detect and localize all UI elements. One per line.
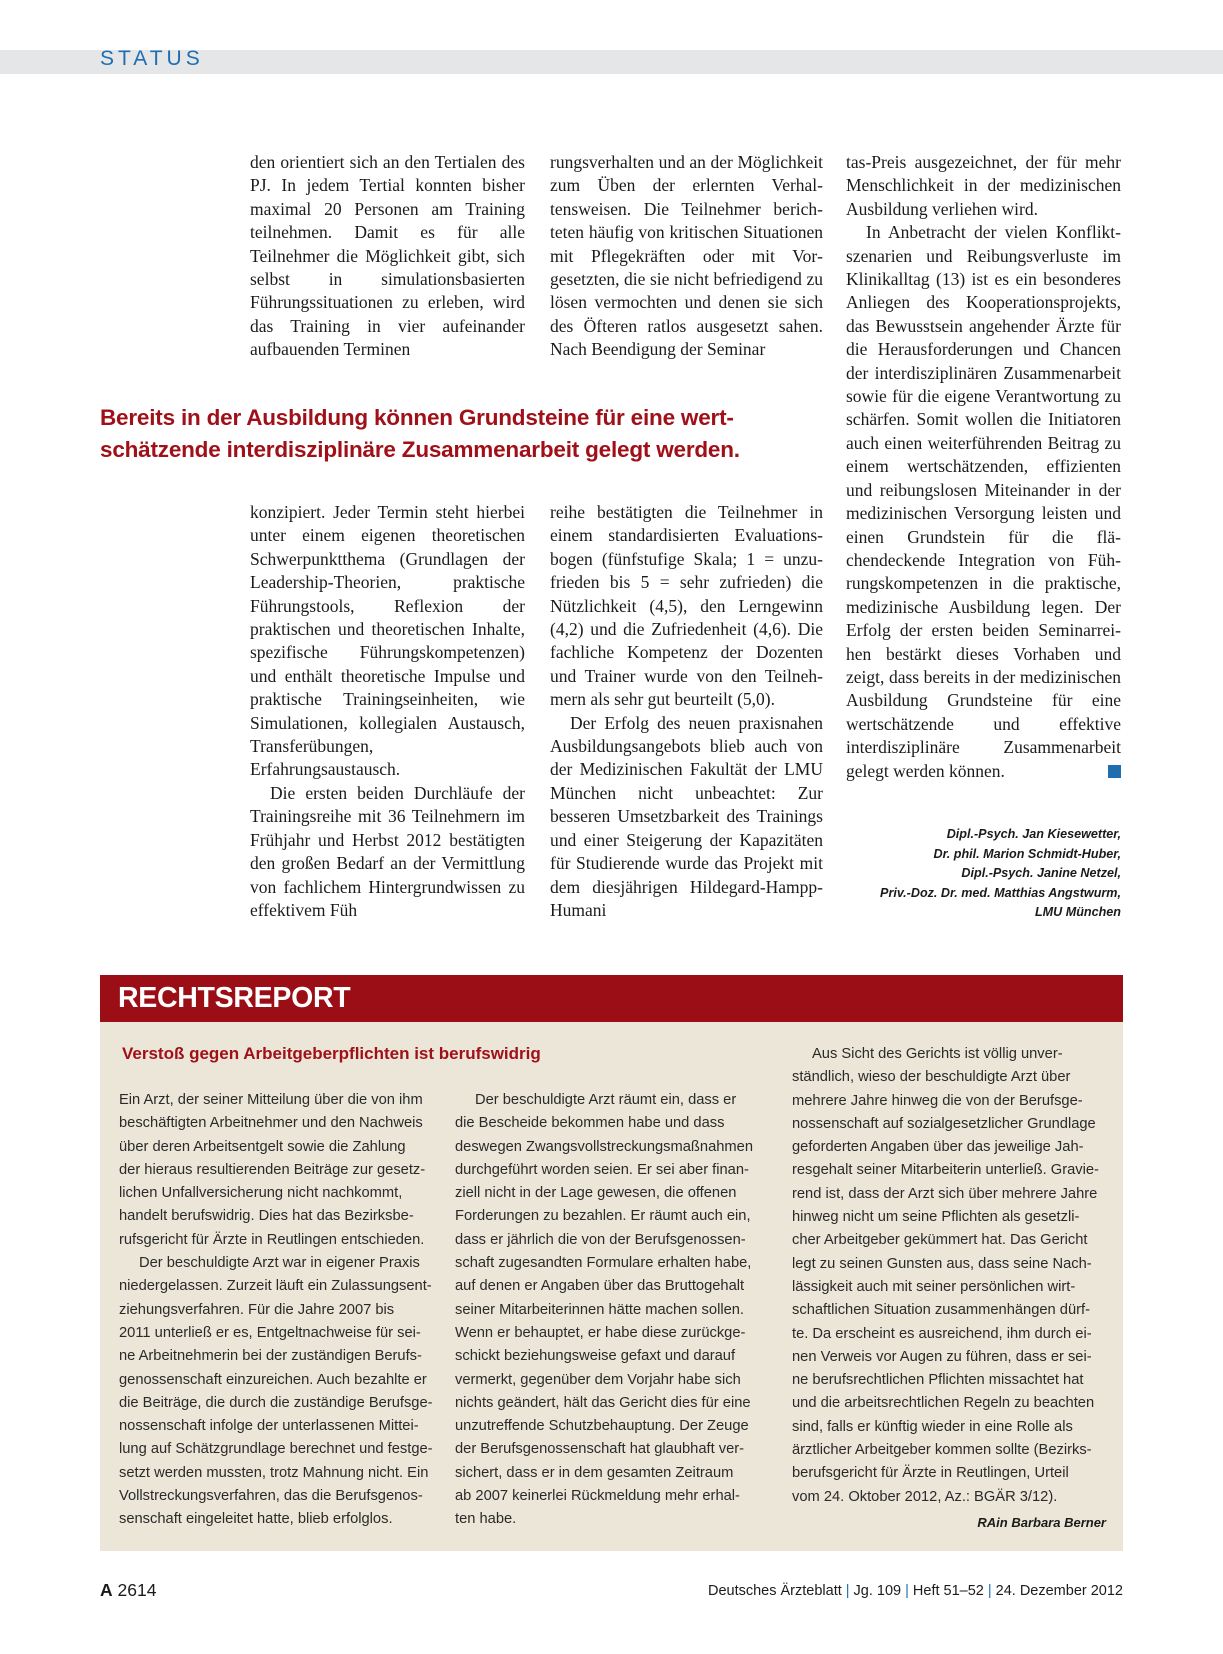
text-line: ziell nicht in der Lage gewesen, die offenen	[455, 1185, 737, 1202]
footer-citation	[708, 1583, 1123, 1599]
text-line: geforderten Angaben über das jeweilige Jah-	[792, 1139, 1084, 1156]
text-line: unzutreffende Schutzbehauptung. Der Zeuge	[455, 1418, 749, 1435]
author-line: Priv.-Doz. Dr. med. Matthias Angstwurm,	[880, 885, 1121, 900]
text-line: ne Arbeitnehmerin bei der zuständigen Berufs-	[119, 1348, 422, 1365]
journal-issue: Heft 51–52	[912, 1583, 984, 1599]
article-paragraph: rungsverhalten und an der Möglichkeit zum Üben der erlernten Verhaltensweisen. Die Teilnehmer berichteten häufig von kritischen Situationen mit Pflegekräften oder mit Vorgesetzten, die sie nicht befriedigend zu lösen vermochten und denen sie sich des Öfteren ratlos ausgesetzt sahen. Nach Beendigung der Seminar	[550, 152, 823, 360]
article-column-1-top	[250, 151, 525, 362]
article-column-1-bottom	[250, 501, 525, 922]
text-line: lung auf Schätzgrundlage berechnet und festge-	[119, 1441, 433, 1458]
text-line: seiner Mitarbeiterinnen hätte machen sollen.	[455, 1301, 745, 1318]
author-line: LMU München	[1034, 905, 1121, 919]
text-line: dass er jährlich die von der Berufsgenossen-	[455, 1231, 746, 1248]
article-paragraph: reihe bestätigten die Teilnehmer in einem standardisierten Evaluationsbogen (fünfstufige Skala; 1 = unzufrieden bis 5 = sehr zufrieden) die Nützlichkeit (4,5), den Lerngewinn (4,2) und die Zufriedenheit (4,6). Die fachliche Kompetenz der Dozenten und Trainer wurde von den Teilnehmern als sehr gut beurteilt (5,0).	[550, 502, 823, 710]
rechtsreport-column-2	[455, 1089, 775, 1532]
text-line: beschäftigten Arbeitnehmer und den Nachweis	[119, 1115, 423, 1132]
rechtsreport-column-3	[792, 1043, 1112, 1509]
text-line: handelt berufswidrig. Dies hat das Bezirksbe-	[119, 1208, 414, 1225]
text-line: hinweg nicht um seine Pflichten als gesetzli-	[792, 1209, 1080, 1226]
text-line: nichts geändert, hält das Gericht dies für eine	[455, 1394, 751, 1411]
text-line: lichen Unfallversicherung nicht nachkommt,	[119, 1185, 403, 1202]
text-line: resgehalt seiner Mitarbeiterin unterließ. Gravie-	[792, 1162, 1099, 1179]
pull-quote: Bereits in der Ausbildung können Grundsteine für eine wertschätzende interdisziplinäre Zusammenarbeit gelegt werden.	[100, 405, 740, 462]
text-line: ab 2007 keinerlei Rückmeldung mehr erhal-	[455, 1488, 740, 1505]
article-column-2-top	[550, 151, 823, 362]
text-line: vermerkt, gegenüber dem Vorjahr habe sich	[455, 1371, 741, 1388]
journal-date: 24. Dezember 2012	[995, 1583, 1123, 1599]
text-line: setzt werden mussten, trotz Mahnung nicht. Ein	[119, 1464, 429, 1481]
separator-icon: |	[845, 1583, 850, 1599]
section-label: STATUS	[100, 47, 204, 70]
text-line: Ein Arzt, der seiner Mitteilung über die von ihm	[119, 1092, 423, 1108]
author-line: Dipl.-Psych. Janine Netzel,	[961, 866, 1121, 880]
article-paragraph: den orientiert sich an den Tertialen des PJ. In jedem Tertial konnten bisher maximal 20 Personen am Training teilnehmen. Damit es für alle Teilnehmer die Möglichkeit gibt, sich selbst in simulationsbasierten Führungssituationen zu erleben, wird das Training in vier aufeinander aufbauenden Terminen	[250, 152, 525, 360]
text-line: legt zu seinen Gunsten aus, dass seine Nach-	[792, 1255, 1092, 1272]
page-prefix: A	[100, 1580, 113, 1600]
article-paragraph: Die ersten beiden Durchläufe der Trainingsreihe mit 36 Teilnehmern im Frühjahr und Herbst 2012 bestätigten den großen Bedarf an der Vermittlung von fachlichem Hintergrundwissen zu effektivem Füh	[250, 782, 525, 920]
text-line: Forderungen zu bezahlen. Er räumt auch ein,	[455, 1208, 751, 1225]
journal-volume: Jg. 109	[853, 1583, 902, 1599]
text-line: Der beschuldigte Arzt räumt ein, dass er	[475, 1092, 737, 1108]
separator-icon: |	[987, 1583, 992, 1599]
text-line: genossenschaft einzureichen. Auch bezahlte er	[119, 1371, 427, 1388]
text-line: ziehungsverfahren. Für die Jahre 2007 bis	[119, 1301, 395, 1318]
text-line: vom 24. Oktober 2012, Az.: BGÄR 3/12).	[792, 1488, 1058, 1505]
text-line: rend ist, dass der Arzt sich über mehrere Jahre	[792, 1185, 1098, 1202]
text-line: lässigkeit auch mit seiner persönlichen wirt-	[792, 1278, 1076, 1295]
article-paragraph: In Anbetracht der vielen Konfliktszenarien und Reibungsverluste im Klinikalltag (13) ist es ein besonderes Anliegen des Kooperationsprojekts, das Bewusstsein angehender Ärzte für die Herausforderungen und Chancen der interdisziplinären Zusammenarbeit sowie für die eigene Verantwortung zu schärfen. Somit wollen die Initiatoren auch einen weiterführenden Beitrag zu einem wertschätzenden, effizienten und reibungslosen Miteinander in der medizinischen Versorgung leisten und einen Grundstein für die flächendeckende Integration von Führungskompetenzen in die praktische, medizinische Ausbildung legen. Der Erfolg der ersten beiden Seminarreihen bestärkt dieses Vorhaben und zeigt, dass bereits in der medizinischen Ausbildung Grundsteine für eine wertschätzende und effektive interdisziplinäre Zusammenarbeit gelegt werden können.	[846, 222, 1121, 781]
text-line: niedergelassen. Zurzeit läuft ein Zulassungsent-	[119, 1278, 432, 1295]
text-line: mehrere Jahre hinweg die von der Berufsge-	[792, 1092, 1083, 1109]
journal-name: Deutsches Ärzteblatt	[707, 1583, 842, 1599]
text-line: ständlich, wieso der beschuldigte Arzt über	[792, 1069, 1071, 1086]
rechtsreport-title: RECHTSREPORT	[118, 982, 351, 1014]
article-column-2-bottom	[550, 501, 823, 922]
author-line: Dipl.-Psych. Jan Kiesewetter,	[946, 827, 1121, 841]
text-line: und die arbeitsrechtlichen Regeln zu beachten	[792, 1395, 1095, 1412]
page-number-value: 2614	[117, 1580, 157, 1600]
author-line: Dr. phil. Marion Schmidt-Huber,	[933, 846, 1121, 861]
text-line: Aus Sicht des Gerichts ist völlig unver-	[812, 1046, 1063, 1062]
text-line: ärztlicher Arbeitgeber kommen sollte (Bezirks-	[792, 1442, 1092, 1459]
text-line: der Berufsgenossenschaft hat glaubhaft ver-	[455, 1441, 745, 1458]
text-line: die Bescheide bekommen habe und dass	[455, 1115, 725, 1132]
article-paragraph: tas-Preis ausgezeichnet, der für mehr Menschlichkeit in der medizinischen Ausbildung verliehen wird.	[846, 152, 1121, 219]
article-paragraph: Der Erfolg des neuen praxisnahen Ausbildungsangebots blieb auch von der Medizinischen Fakultät der LMU München nicht unbeachtet: Zur besseren Umsetzbarkeit des Trainings und einer Steigerung der Kapazitäten für Studierende wurde das Projekt mit dem diesjährigen Hildegard-Hampp-Humani	[550, 712, 823, 920]
text-line: cher Arbeitgeber gekümmert hat. Das Gericht	[792, 1232, 1088, 1249]
text-line: rufsgericht für Ärzte in Reutlingen entschieden.	[119, 1231, 425, 1248]
author-credits	[846, 825, 1121, 923]
page-number	[100, 1580, 156, 1601]
end-mark-icon	[1108, 765, 1121, 778]
text-line: sind, falls er künftig wieder in eine Rolle als	[792, 1418, 1073, 1435]
text-line: nossenschaft auf sozialgesetzlicher Grundlage	[792, 1115, 1096, 1132]
text-line: 2011 unterließ er es, Entgeltnachweise für sei-	[119, 1324, 421, 1341]
text-line: über deren Arbeitsentgelt sowie die Zahlung	[119, 1138, 406, 1155]
text-line: nen Verweis vor Augen zu führen, dass er sei-	[792, 1348, 1092, 1365]
rechtsreport-signature: RAin Barbara Berner	[977, 1515, 1106, 1530]
rechtsreport-subtitle: Verstoß gegen Arbeitgeberpflichten ist berufswidrig	[122, 1044, 541, 1063]
text-line: ne berufsrechtlichen Pflichten missachtet hat	[792, 1372, 1084, 1389]
text-line: Der beschuldigte Arzt war in eigener Praxis	[139, 1255, 420, 1272]
text-line: der hieraus resultierenden Beiträge zur gesetz-	[119, 1161, 426, 1178]
text-line: durchgeführt worden seien. Er sei aber finan-	[455, 1161, 749, 1178]
article-paragraph: konzipiert. Jeder Termin steht hierbei unter einem eigenen theoretischen Schwerpunktthema (Grundlagen der Leadership-Theorien, praktische Führungstools, Reflexion der praktischen und theoretischen Inhalte, spezifische Führungskompetenzen) und enthält theoretische Impulse und praktische Trainingseinheiten, wie Simulationen, kollegialen Austausch, Transferübungen, Erfahrungsaustausch.	[250, 502, 525, 780]
text-line: schickt beziehungsweise gefaxt und darauf	[455, 1348, 736, 1365]
text-line: ten habe.	[455, 1511, 517, 1528]
article-column-3	[846, 151, 1121, 783]
separator-icon: |	[905, 1583, 909, 1599]
text-line: nossenschaft infolge der unterlassenen Mittei-	[119, 1418, 419, 1435]
text-line: sichert, dass er in dem gesamten Zeitraum	[455, 1464, 734, 1481]
text-line: Vollstreckungsverfahren, das die Berufsgenos-	[119, 1488, 423, 1505]
text-line: te. Da erscheint es ausreichend, ihm durch ei-	[792, 1325, 1092, 1342]
text-line: auf denen er Angaben über das Bruttogehalt	[455, 1278, 745, 1295]
text-line: deswegen Zwangsvollstreckungsmaßnahmen	[455, 1138, 753, 1155]
text-line: schaft zugesandten Formulare erhalten habe,	[455, 1255, 752, 1272]
text-line: schaftlichen Situation zusammenhängen dürf-	[792, 1302, 1091, 1319]
text-line: berufsgericht für Ärzte in Reutlingen, Urteil	[792, 1465, 1069, 1482]
text-line: die Beiträge, die durch die zuständige Berufsge-	[119, 1394, 433, 1411]
rechtsreport-column-1	[119, 1089, 439, 1532]
text-line: Wenn er behauptet, er habe diese zurückge-	[455, 1324, 746, 1341]
text-line: senschaft eingeleitet hatte, blieb erfolglos.	[119, 1511, 393, 1528]
